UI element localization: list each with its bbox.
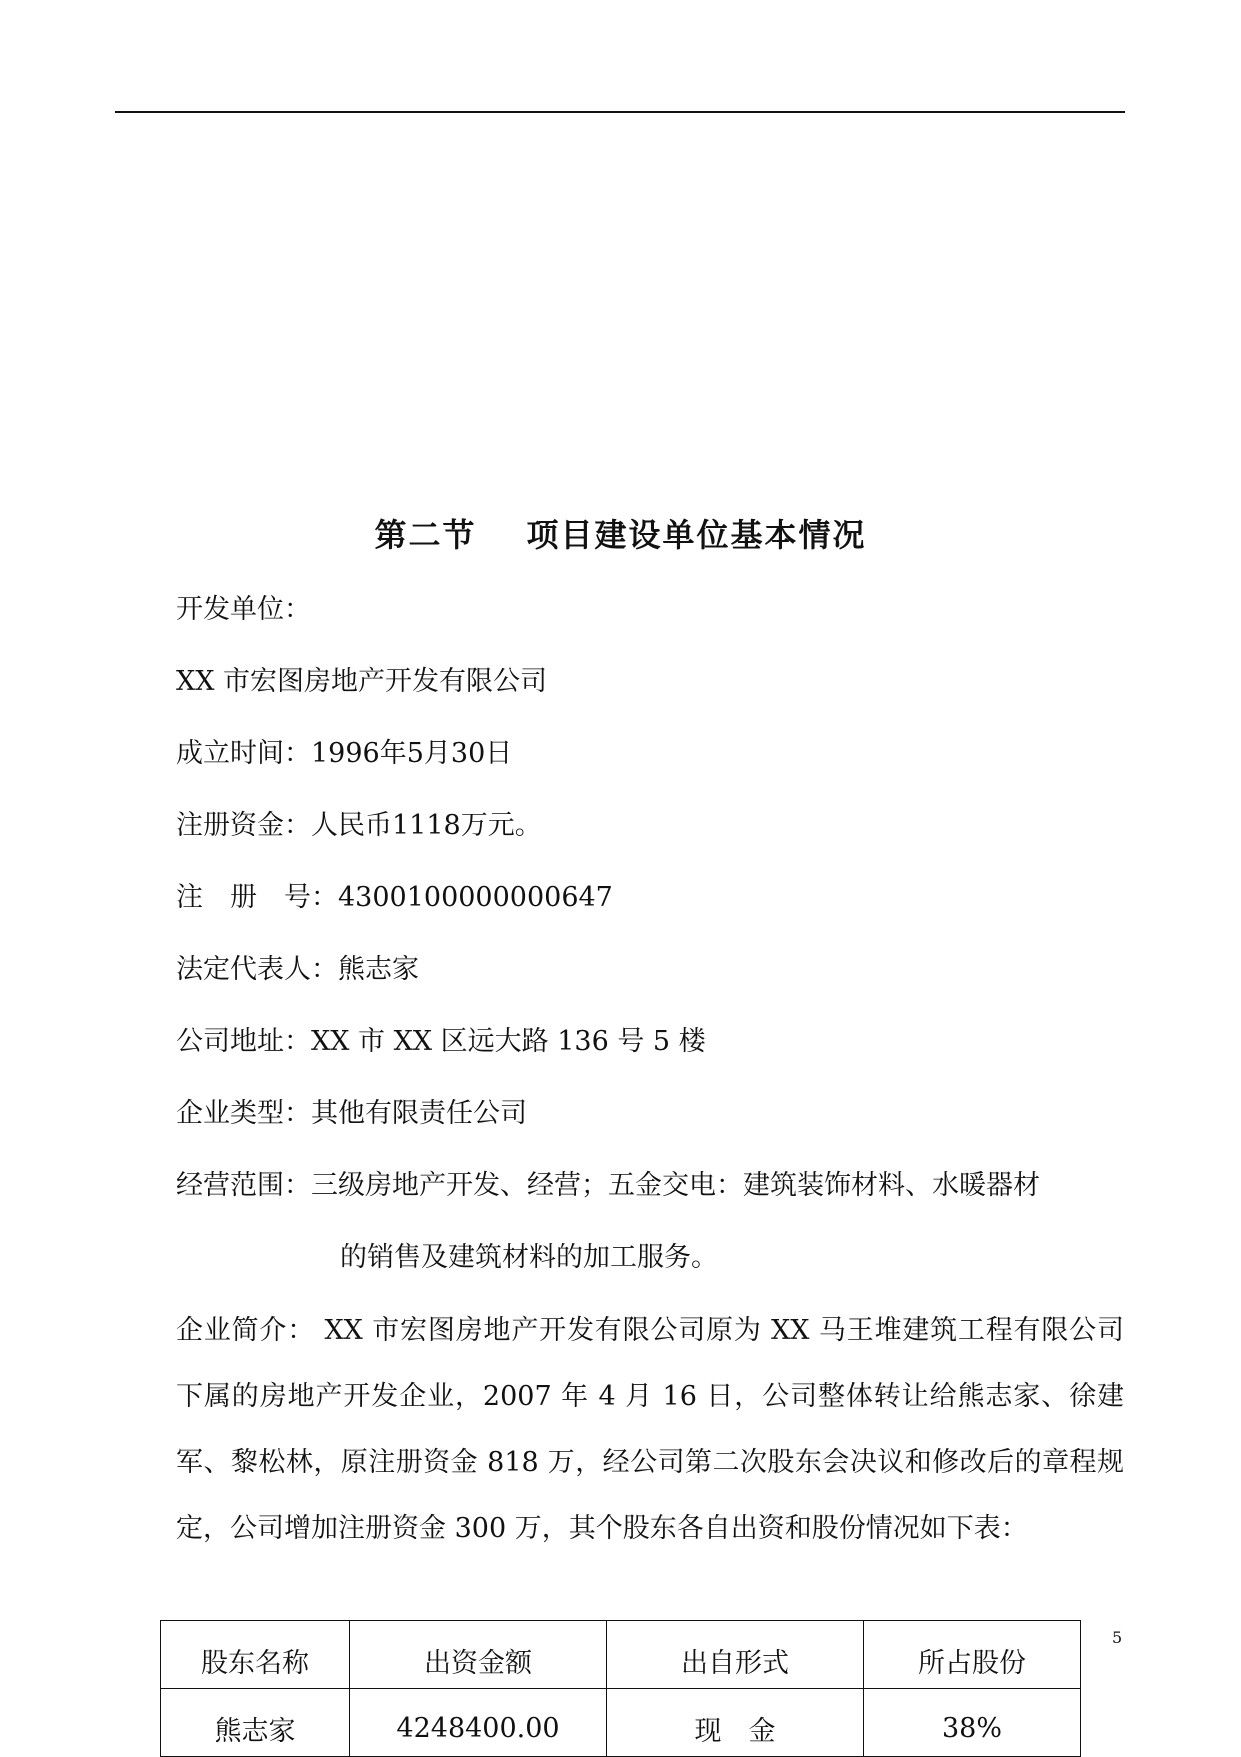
header-share-percentage: 所占股份 <box>864 1621 1081 1689</box>
established-date: 成立时间：1996年5月30日 <box>176 738 513 769</box>
cell-contribution-form: 现 金 <box>607 1689 864 1757</box>
section-heading: 项目建设单位基本情况 <box>526 516 867 554</box>
table-header-row <box>161 1621 1081 1689</box>
header-shareholder-name: 股东名称 <box>161 1621 350 1689</box>
business-scope: 经营范围：三级房地产开发、经营；五金交电：建筑装饰材料、水暖器材 <box>176 1170 1040 1201</box>
section-number: 第二节 <box>374 516 477 554</box>
section-title <box>0 510 1241 556</box>
shareholder-table <box>160 1620 1081 1757</box>
table-row <box>161 1689 1081 1757</box>
company-name: XX 市宏图房地产开发有限公司 <box>176 666 548 697</box>
header-capital-amount: 出资金额 <box>350 1621 607 1689</box>
company-profile: 企业简介： XX 市宏图房地产开发有限公司原为 XX 马王堆建筑工程有限公司下属的房地产开发企业，2007 年 4 月 16 日，公司整体转让给熊志家、徐建军、黎松林，原注册资金 818 万，经公司第二次股东会决议和修改后的章程规定，公司增加注册资金 300 万，其个股东各自出资和股份情况如下表： <box>176 1315 1124 1544</box>
enterprise-type: 企业类型：其他有限责任公司 <box>176 1098 527 1129</box>
page-number: 5 <box>1112 1628 1123 1647</box>
cell-shareholder-name: 熊志家 <box>161 1689 350 1757</box>
legal-representative: 法定代表人：熊志家 <box>176 954 419 985</box>
cell-capital-amount: 4248400.00 <box>350 1689 607 1757</box>
business-scope-continued: 的销售及建筑材料的加工服务。 <box>340 1242 718 1273</box>
header-contribution-form: 出自形式 <box>607 1621 864 1689</box>
cell-share-percentage: 38% <box>864 1689 1081 1757</box>
registration-number: 注 册 号：4300100000000647 <box>176 882 613 913</box>
registered-capital: 注册资金：人民币1118万元。 <box>176 810 542 841</box>
header-rule <box>115 111 1125 113</box>
dev-unit-label: 开发单位： <box>176 594 311 625</box>
company-address: 公司地址：XX 市 XX 区远大路 136 号 5 楼 <box>176 1026 706 1057</box>
